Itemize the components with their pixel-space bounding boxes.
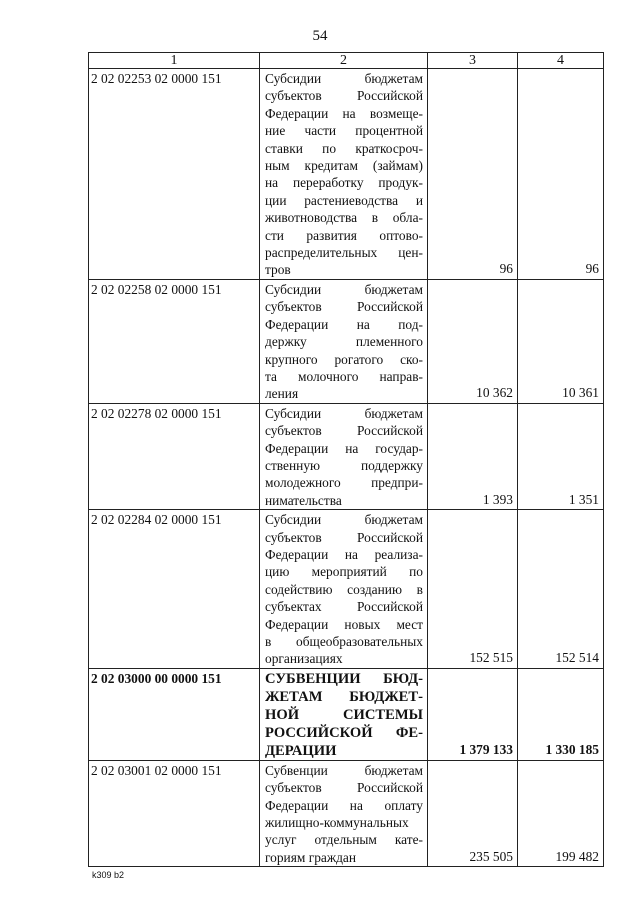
description-line: СУБВЕНЦИИ БЮД-: [265, 670, 423, 687]
table-row: [89, 279, 604, 403]
budget-code-cell: 2 02 03000 00 0000 151: [89, 668, 260, 760]
table-body: [89, 69, 604, 867]
description-line: ЖЕТАМ БЮДЖЕТ-: [265, 688, 423, 705]
description-cell: [260, 279, 428, 403]
table-row: [89, 510, 604, 669]
description-cell: [260, 403, 428, 509]
description-line: жилищно-коммунальных: [265, 815, 409, 831]
amount-col4-cell: 10 361: [518, 279, 604, 403]
amount-col3-cell: 235 505: [428, 760, 518, 866]
budget-code-cell: 2 02 03001 02 0000 151: [89, 760, 260, 866]
description-line: Федерации новых мест: [265, 616, 423, 632]
description-line: субъектов Российской: [265, 780, 423, 796]
description-line: держку племенного: [265, 334, 423, 350]
budget-table: [88, 52, 604, 867]
amount-col3-cell: 1 393: [428, 403, 518, 509]
amount-col4-cell: 96: [518, 69, 604, 280]
description-line: Федерации на государ-: [265, 440, 423, 456]
table-row: [89, 403, 604, 509]
description-line: Федерации на возмеще-: [265, 105, 423, 121]
description-line: та молочного направ-: [265, 368, 423, 384]
description-line: ции растениеводства и: [265, 192, 423, 208]
table-row: [89, 668, 604, 760]
description-line: ления: [265, 386, 299, 402]
description-line: ние части процентной: [265, 123, 423, 139]
description-cell: [260, 510, 428, 669]
budget-code-cell: 2 02 02278 02 0000 151: [89, 403, 260, 509]
description-line: ставки по краткосроч-: [265, 140, 423, 156]
column-header-2: 2: [260, 53, 428, 69]
description-line: в общеобразовательных: [265, 634, 423, 649]
description-line: организациях: [265, 651, 343, 667]
description-cell: [260, 760, 428, 866]
description-line: молодежного предпри-: [265, 475, 423, 491]
description-line: Субсидии бюджетам: [265, 281, 423, 297]
description-line: содействию созданию в: [265, 581, 423, 597]
column-header-3: 3: [428, 53, 518, 69]
description-line: на переработку продук-: [265, 175, 423, 191]
description-line: животноводства в обла-: [265, 210, 423, 226]
budget-code-cell: 2 02 02284 02 0000 151: [89, 510, 260, 669]
description-line: гориям граждан: [265, 849, 357, 865]
description-line: субъектов Российской: [265, 529, 423, 545]
description-line: субъектов Российской: [265, 88, 423, 104]
description-line: Субсидии бюджетам: [265, 405, 423, 421]
description-line: субъектов Российской: [265, 423, 423, 439]
amount-col3-cell: 96: [428, 69, 518, 280]
budget-code-cell: 2 02 02258 02 0000 151: [89, 279, 260, 403]
description-cell: [260, 69, 428, 280]
description-line: ным кредитам (займам): [265, 158, 423, 174]
amount-col3-cell: 10 362: [428, 279, 518, 403]
amount-col4-cell: 152 514: [518, 510, 604, 669]
budget-code-cell: 2 02 02253 02 0000 151: [89, 69, 260, 280]
description-line: распределительных цен-: [265, 245, 423, 261]
description-line: ДЕРАЦИИ: [265, 742, 337, 759]
amount-col4-cell: 1 351: [518, 403, 604, 509]
description-line: тров: [265, 262, 291, 278]
description-line: крупного рогатого ско-: [265, 351, 423, 367]
description-line: нимательства: [265, 492, 342, 508]
description-cell: [260, 668, 428, 760]
description-line: Субвенции бюджетам: [265, 762, 423, 778]
page-number: 54: [312, 28, 328, 44]
description-line: РОССИЙСКОЙ ФЕ-: [265, 724, 423, 741]
description-line: Субсидии бюджетам: [265, 71, 423, 86]
description-line: Субсидии бюджетам: [265, 512, 423, 528]
table-row: [89, 760, 604, 866]
description-line: Федерации на оплату: [265, 797, 423, 813]
amount-col4-cell: 1 330 185: [518, 668, 604, 760]
description-line: субъектах Российской: [265, 599, 423, 615]
description-line: Федерации на под-: [265, 316, 423, 332]
description-line: ственную поддержку: [265, 457, 423, 473]
amount-col4-cell: 199 482: [518, 760, 604, 866]
description-line: услуг отдельным кате-: [265, 832, 423, 848]
table-row: [89, 69, 604, 280]
description-line: субъектов Российской: [265, 299, 423, 315]
column-header-1: 1: [89, 53, 260, 69]
description-line: Федерации на реализа-: [265, 546, 423, 562]
footer-code: k309 b2: [92, 870, 125, 880]
description-line: цию мероприятий по: [265, 564, 423, 580]
column-number-header-row: [89, 53, 604, 69]
column-header-4: 4: [518, 53, 604, 69]
amount-col3-cell: 1 379 133: [428, 668, 518, 760]
amount-col3-cell: 152 515: [428, 510, 518, 669]
description-line: сти развития оптово-: [265, 227, 423, 243]
description-line: НОЙ СИСТЕМЫ: [265, 706, 423, 723]
